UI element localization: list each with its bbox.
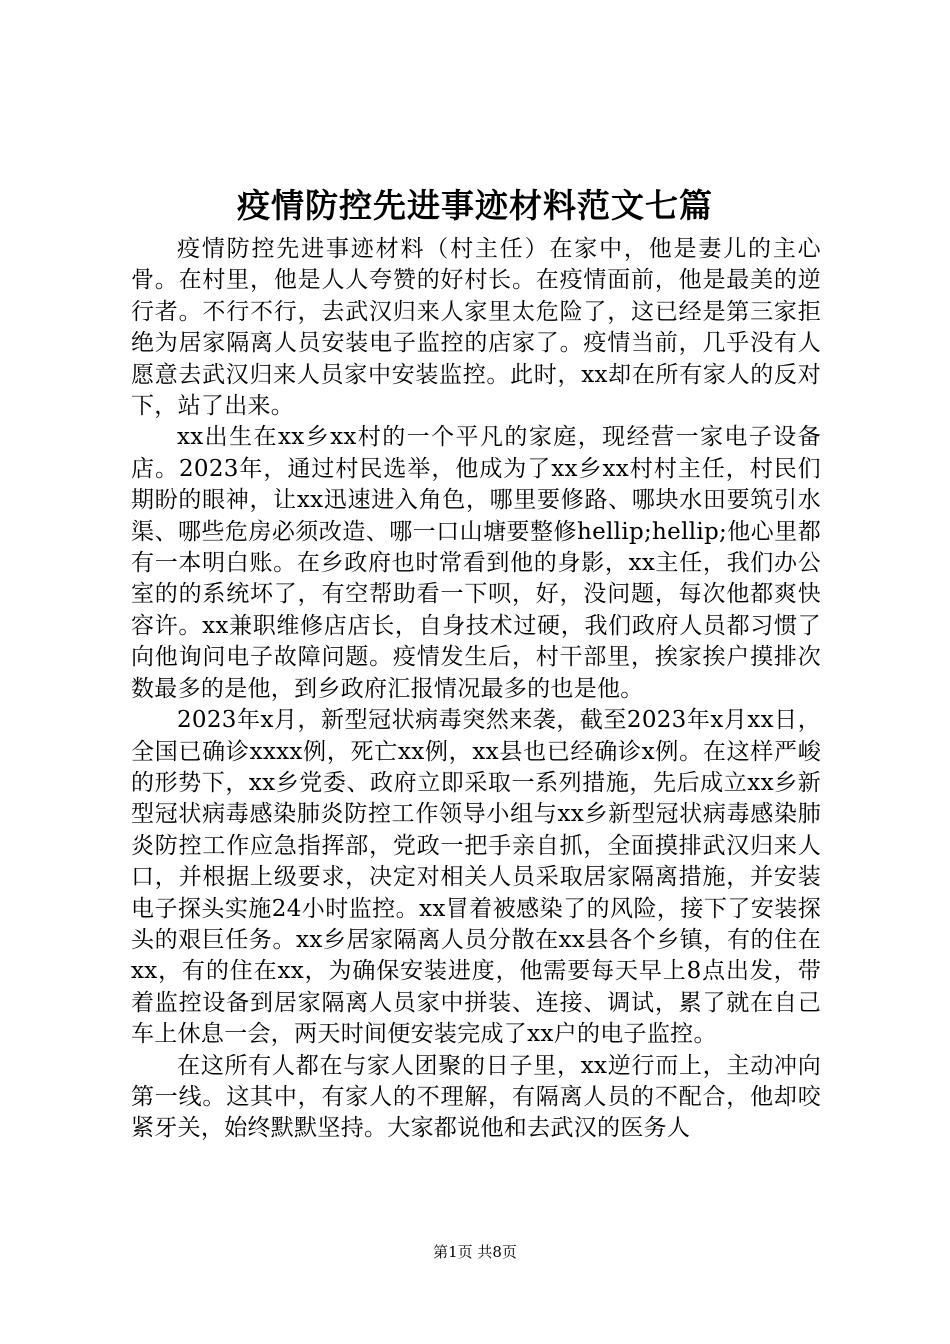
paragraph-4: 在这所有人都在与家人团聚的日子里，xx逆行而上，主动冲向第一线。这其中，有家人的不理解，有隔离人员的不配合，他却咬紧牙关，始终默默坚持。大家都说他和去武汉的医务人 (131, 1052, 821, 1142)
page-number-footer: 第1页 共8页 (433, 1243, 517, 1261)
paragraph-3: 2023年x月，新型冠状病毒突然来袭，截至2023年x月xx日，全国已确诊xxxx例，死亡xx例，xx县也已经确诊x例。在这样严峻的形势下，xx乡党委、政府立即采取一系列措施，先后成立xx乡新型冠状病毒感染肺炎防控工作领导小组与xx乡新型冠状病毒感染肺炎防控工作应急指挥部，党政一把手亲自抓，全面摸排武汉归来人口，并根据上级要求，决定对相关人员采取居家隔离措施，并安装电子探头实施24小时监控。xx冒着被感染了的风险，接下了安装探头的艰巨任务。xx乡居家隔离人员分散在xx县各个乡镇，有的住在xx，有的住在xx，为确保安装进度，他需要每天早上8点出发，带着监控设备到居家隔离人员家中拼装、连接、调试，累了就在自己车上休息一会，两天时间便安装完成了xx户的电子监控。 (131, 707, 821, 1048)
document-body (131, 234, 821, 1145)
document-title: 疫情防控先进事迹材料范文七篇 (237, 186, 713, 225)
paragraph-1: 疫情防控先进事迹材料（村主任）在家中，他是妻儿的主心骨。在村里，他是人人夸赞的好村长。在疫情面前，他是最美的逆行者。不行不行，去武汉归来人家里太危险了，这已经是第三家拒绝为居家隔离人员安装电子监控的店家了。疫情当前，几乎没有人愿意去武汉归来人员家中安装监控。此时，xx却在所有家人的反对下，站了出来。 (131, 236, 821, 420)
paragraph-2: xx出生在xx乡xx村的一个平凡的家庭，现经营一家电子设备店。2023年，通过村民选举，他成为了xx乡xx村村主任，村民们期盼的眼神，让xx迅速进入角色，哪里要修路、哪块水田要筑引水渠、哪些危房必须改造、哪一口山塘要整修hellip;hellip;他心里都有一本明白账。在乡政府也时常看到他的身影，xx主任，我们办公室的的系统坏了，有空帮助看一下呗，好，没问题，每次他都爽快容许。xx兼职维修店店长，自身技术过硬，我们政府人员都习惯了向他询问电子故障问题。疫情发生后，村干部里，挨家挨户摸排次数最多的是他，到乡政府汇报情况最多的也是他。 (131, 424, 821, 702)
